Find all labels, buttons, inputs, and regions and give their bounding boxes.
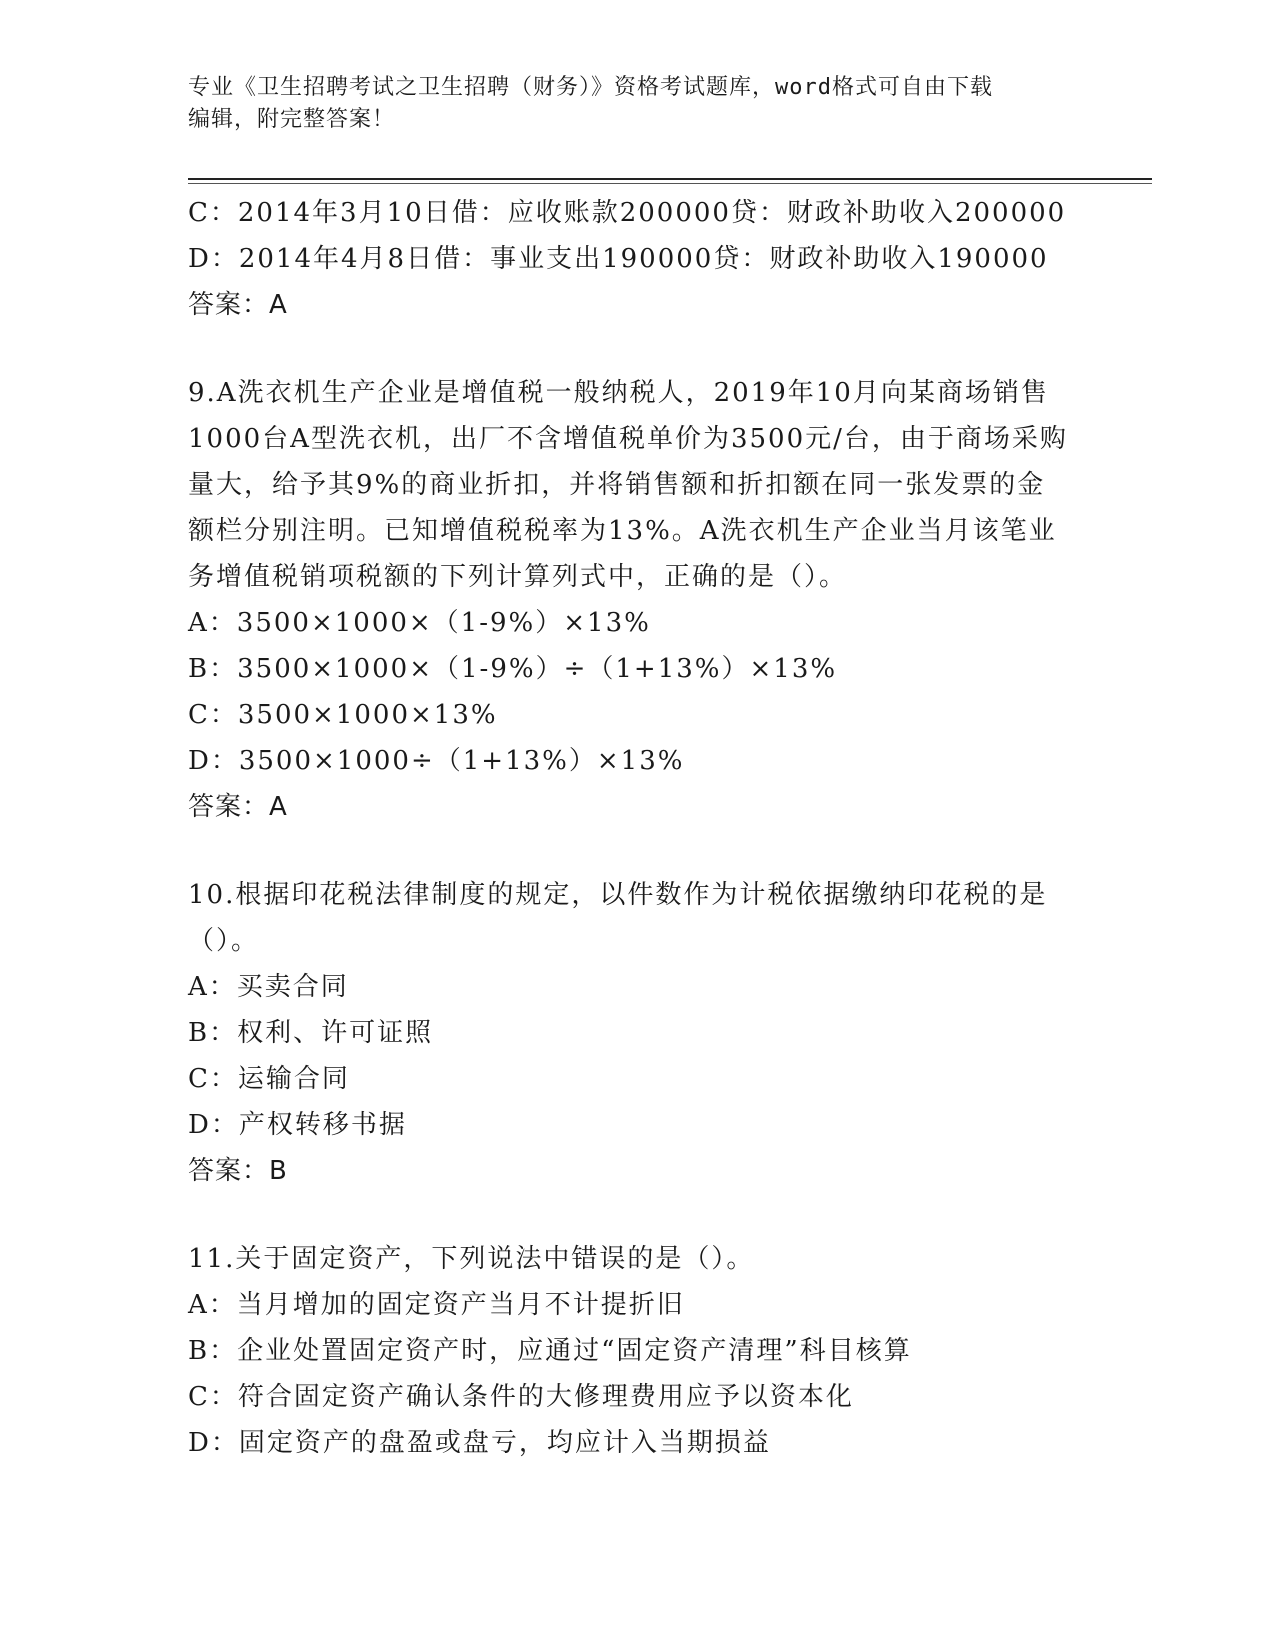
question-stem: 9.A洗衣机生产企业是增值税一般纳税人，2019年10月向某商场销售1000台A型洗衣机，出厂不含增值税单价为3500元/台，由于商场采购量大，给予其9%的商业折扣，并将销售额和折扣额在同一张发票的金额栏分别注明。已知增值税税率为13%。A洗衣机生产企业当月该笔业务增值税销项税额的下列计算列式中，正确的是（）。 (188, 378, 1068, 592)
option-a: A：当月增加的固定资产当月不计提折旧 (188, 1290, 685, 1320)
option-a: A：买卖合同 (188, 972, 349, 1002)
option-d: D：产权转移书据 (188, 1110, 407, 1140)
option-c: C：3500×1000×13% (188, 700, 498, 730)
option-d: D：2014年4月8日借：事业支出190000贷：财政补助收入190000 (188, 244, 1049, 274)
question-9 (188, 370, 1088, 830)
answer: 答案：A (188, 290, 288, 320)
option-c: C：2014年3月10日借：应收账款200000贷：财政补助收入200000 (188, 198, 1067, 228)
answer: 答案：A (188, 792, 288, 822)
option-a: A：3500×1000×（1-9%）×13% (188, 608, 651, 638)
option-d: D：固定资产的盘盈或盘亏，均应计入当期损益 (188, 1428, 771, 1458)
option-c: C：符合固定资产确认条件的大修理费用应予以资本化 (188, 1382, 854, 1412)
header-line-1: 专业《卫生招聘考试之卫生招聘（财务）》资格考试题库，word格式可自由下载 (188, 75, 993, 100)
question-11 (188, 1236, 1088, 1466)
header-divider-thin (188, 183, 1152, 184)
option-b: B：3500×1000×（1-9%）÷（1+13%）×13% (188, 654, 838, 684)
option-b: B：企业处置固定资产时，应通过“固定资产清理”科目核算 (188, 1336, 912, 1366)
question-stem: 11.关于固定资产，下列说法中错误的是（）。 (188, 1244, 755, 1274)
option-b: B：权利、许可证照 (188, 1018, 434, 1048)
question-stem: 10.根据印花税法律制度的规定，以件数作为计税依据缴纳印花税的是（）。 (188, 880, 1048, 956)
answer: 答案：B (188, 1156, 288, 1186)
question-10 (188, 872, 1088, 1194)
header-line-2: 编辑，附完整答案！ (188, 107, 396, 132)
question-list (188, 190, 1088, 1466)
header-divider-thick (188, 178, 1152, 180)
option-c: C：运输合同 (188, 1064, 350, 1094)
document-header (188, 72, 1088, 136)
question-8-continued (188, 190, 1088, 328)
option-d: D：3500×1000÷（1+13%）×13% (188, 746, 685, 776)
